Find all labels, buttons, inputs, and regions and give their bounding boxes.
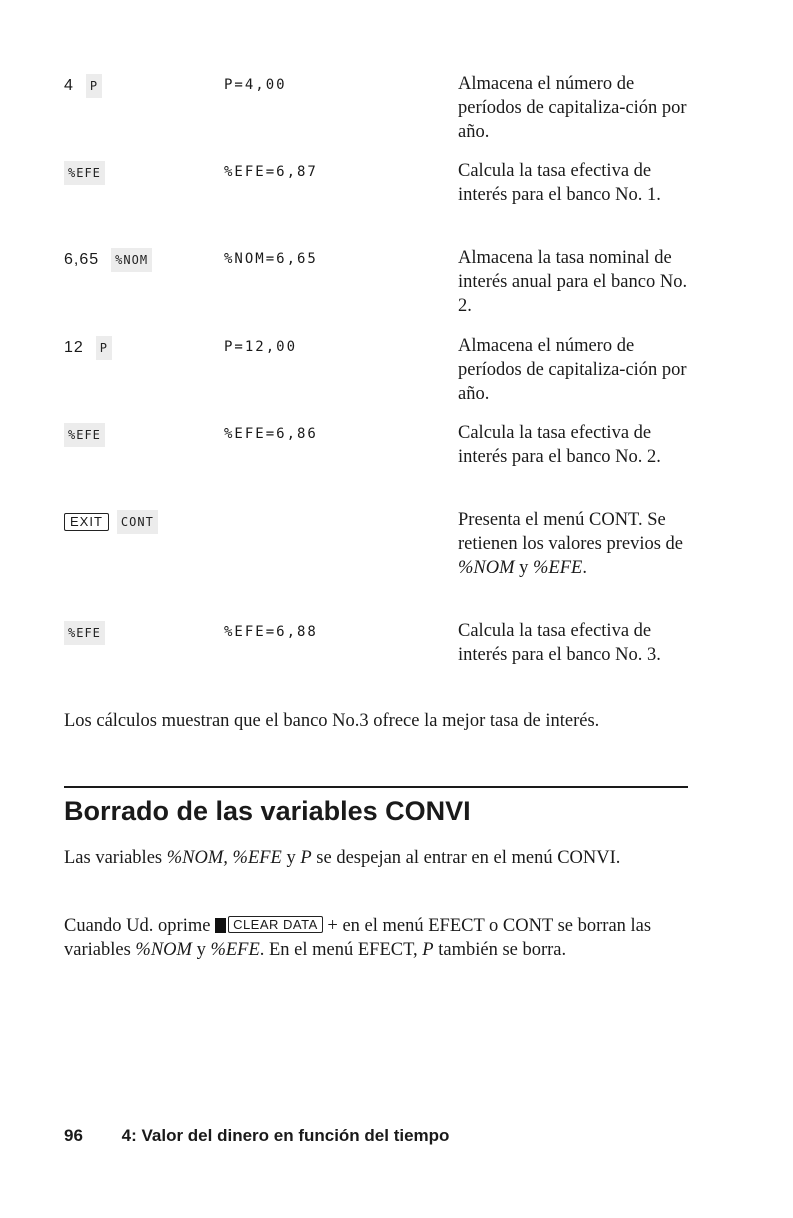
- calculator-display: P=4,00: [224, 77, 287, 93]
- page-number: 96: [64, 1126, 83, 1145]
- shift-key-icon: [215, 918, 226, 933]
- calculator-display: P=12,00: [224, 339, 298, 355]
- number-entry: 12: [64, 339, 84, 356]
- keystrokes: [64, 423, 105, 447]
- calculator-display: %EFE=6,88: [224, 624, 318, 640]
- variable-efe: %EFE: [232, 848, 282, 868]
- variable-p: P: [300, 848, 312, 868]
- variable-nom: %NOM: [135, 940, 192, 960]
- calculator-display: %EFE=6,87: [224, 164, 318, 180]
- keystrokes: [64, 621, 105, 645]
- desc-text: Presenta el menú CONT. Se retienen los valores previos de: [458, 510, 684, 554]
- clear-data-key: CLEAR DATA: [228, 916, 323, 933]
- paragraph: [64, 913, 694, 962]
- menu-key-p: P: [86, 74, 102, 98]
- keystrokes: [64, 74, 102, 98]
- menu-key-cont: CONT: [117, 510, 158, 534]
- keystrokes: [64, 510, 158, 534]
- menu-key-efe: %EFE: [64, 621, 105, 645]
- step-description: Calcula la tasa efectiva de interés para el banco No. 1.: [458, 161, 661, 205]
- exit-key: EXIT: [64, 513, 109, 531]
- text: . En el menú EFECT,: [259, 940, 423, 960]
- desc-text: y: [514, 558, 534, 578]
- menu-key-p: P: [96, 336, 112, 360]
- text: y: [191, 940, 211, 960]
- variable-efe: %EFE: [533, 558, 583, 578]
- section-heading: Borrado de las variables CONVI: [64, 796, 471, 826]
- number-entry: 4: [64, 77, 74, 94]
- calculator-display: %EFE=6,86: [224, 426, 318, 442]
- text: se despejan al entrar en el menú CONVI.: [311, 848, 621, 868]
- desc-text: .: [582, 558, 587, 578]
- menu-key-nom: %NOM: [111, 248, 152, 272]
- variable-nom: %NOM: [458, 558, 515, 578]
- text: y: [281, 848, 301, 868]
- menu-key-efe: %EFE: [64, 161, 105, 185]
- keystrokes: [64, 248, 152, 272]
- chapter-title: 4: Valor del dinero en función del tiempo: [121, 1126, 450, 1145]
- keystrokes: [64, 336, 112, 360]
- step-description: Calcula la tasa efectiva de interés para el banco No. 2.: [458, 423, 661, 467]
- conclusion-text: Los cálculos muestran que el banco No.3 ofrece la mejor tasa de interés.: [64, 711, 600, 731]
- text: Cuando Ud. oprime: [64, 916, 216, 936]
- variable-nom: %NOM,: [166, 848, 228, 868]
- menu-key-efe: %EFE: [64, 423, 105, 447]
- step-description: Almacena la tasa nominal de interés anual para el banco No. 2.: [458, 248, 688, 316]
- number-entry: 6,65: [64, 251, 100, 268]
- variable-efe: %EFE: [210, 940, 260, 960]
- step-description: Almacena el número de períodos de capitaliza-ción por año.: [458, 74, 687, 142]
- variable-p: P: [422, 940, 434, 960]
- text: + en el menú EFECT o CONT se borran las variables: [64, 916, 652, 960]
- keystrokes: [64, 161, 105, 185]
- step-description: Almacena el número de períodos de capitaliza-ción por año.: [458, 336, 687, 404]
- step-description: Calcula la tasa efectiva de interés para el banco No. 3.: [458, 621, 661, 665]
- text: Las variables: [64, 848, 167, 868]
- text: también se borra.: [433, 940, 567, 960]
- calculator-display: %NOM=6,65: [224, 251, 318, 267]
- page-footer: [64, 1125, 449, 1147]
- paragraph: [64, 846, 674, 870]
- section-divider: [64, 786, 688, 788]
- step-description: [458, 508, 698, 580]
